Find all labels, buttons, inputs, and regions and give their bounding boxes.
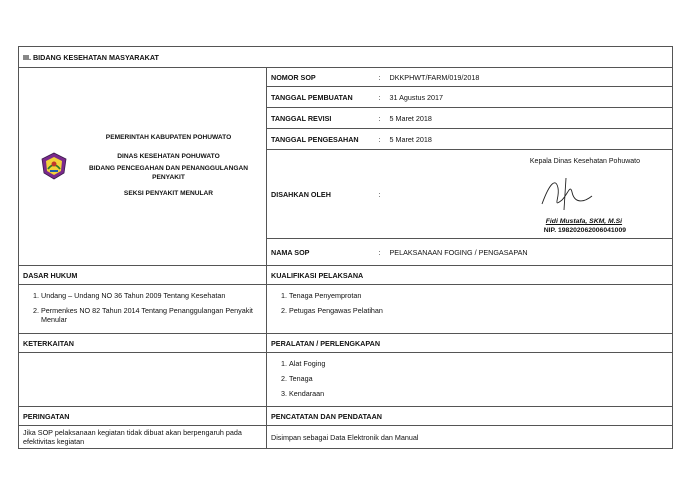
colon: : [374,87,386,108]
signature-title: Kepala Dinas Kesehatan Pohuwato [529,158,641,165]
peralatan-list [267,353,673,407]
list-item: 2. Petugas Pengawas Pelatihan [289,306,668,315]
colon: : [374,129,386,150]
pencatatan-text: Disimpan sebagai Data Elektronik dan Manual [267,426,673,449]
nomor-sop-value: DKKPHWT/FARM/019/2018 [386,68,673,87]
nama-sop-label: NAMA SOP [267,239,374,266]
keterkaitan-content [19,353,267,407]
tanggal-pembuatan-value: 31 Agustus 2017 [386,87,673,108]
tanggal-revisi-label: TANGGAL REVISI [267,108,374,129]
signatory-name: Fidi Mustafa, SKM, M.Si [545,218,623,225]
colon: : [374,68,386,87]
sop-document [18,46,672,449]
list-item: 1. Undang – Undang NO 36 Tahun 2009 Tentang Kesehatan [41,291,262,300]
list-item: 2. Tenaga [289,374,668,383]
list-item: 1. Tenaga Penyemprotan [289,291,668,300]
tanggal-revisi-value: 5 Maret 2018 [386,108,673,129]
tanggal-pengesahan-value: 5 Maret 2018 [386,129,673,150]
colon: : [374,150,386,239]
list-item: 3. Kendaraan [289,389,668,398]
agency-line-3: BIDANG PENCEGAHAN DAN PENANGGULANGAN PENYAKIT [89,165,248,181]
agency-header-cell [19,68,267,266]
sop-table [18,46,673,449]
colon: : [374,239,386,266]
nama-sop-value: PELAKSANAAN FOGING / PENGASAPAN [386,239,673,266]
pencatatan-label: PENCATATAN DAN PENDATAAN [267,407,673,426]
agency-line-2: DINAS KESEHATAN POHUWATO [117,152,220,160]
colon: : [374,108,386,129]
pohuwato-regency-crest-icon [39,151,79,183]
agency-line-1: PEMERINTAH KABUPATEN POHUWATO [105,134,232,142]
signatory-nip: NIP. 198202062006041009 [543,227,627,234]
keterkaitan-label: KETERKAITAN [19,334,267,353]
kualifikasi-list [267,285,673,334]
list-item: 2. Permenkes NO 82 Tahun 2014 Tentang Penanggulangan Penyakit Menular [41,306,262,324]
peringatan-label: PERINGATAN [19,407,267,426]
kualifikasi-label: KUALIFIKASI PELAKSANA [267,266,673,285]
agency-line-4: SEKSI PENYAKIT MENULAR [123,190,214,198]
tanggal-pengesahan-label: TANGGAL PENGESAHAN [267,129,374,150]
dasar-hukum-list [19,285,267,334]
list-item: 1. Alat Foging [289,359,668,368]
tanggal-pembuatan-label: TANGGAL PEMBUATAN [267,87,374,108]
dasar-hukum-label: DASAR HUKUM [19,266,267,285]
peringatan-text: Jika SOP pelaksanaan kegiatan tidak dibuat akan berpengaruh pada efektivitas kegiatan [19,426,267,449]
nomor-sop-label: NOMOR SOP [267,68,374,87]
peralatan-label: PERALATAN / PERLENGKAPAN [267,334,673,353]
handwritten-signature-icon [522,174,612,218]
signature-cell [386,150,673,239]
section-title: III. BIDANG KESEHATAN MASYARAKAT [19,47,673,68]
disahkan-oleh-label: DISAHKAN OLEH [267,150,374,239]
